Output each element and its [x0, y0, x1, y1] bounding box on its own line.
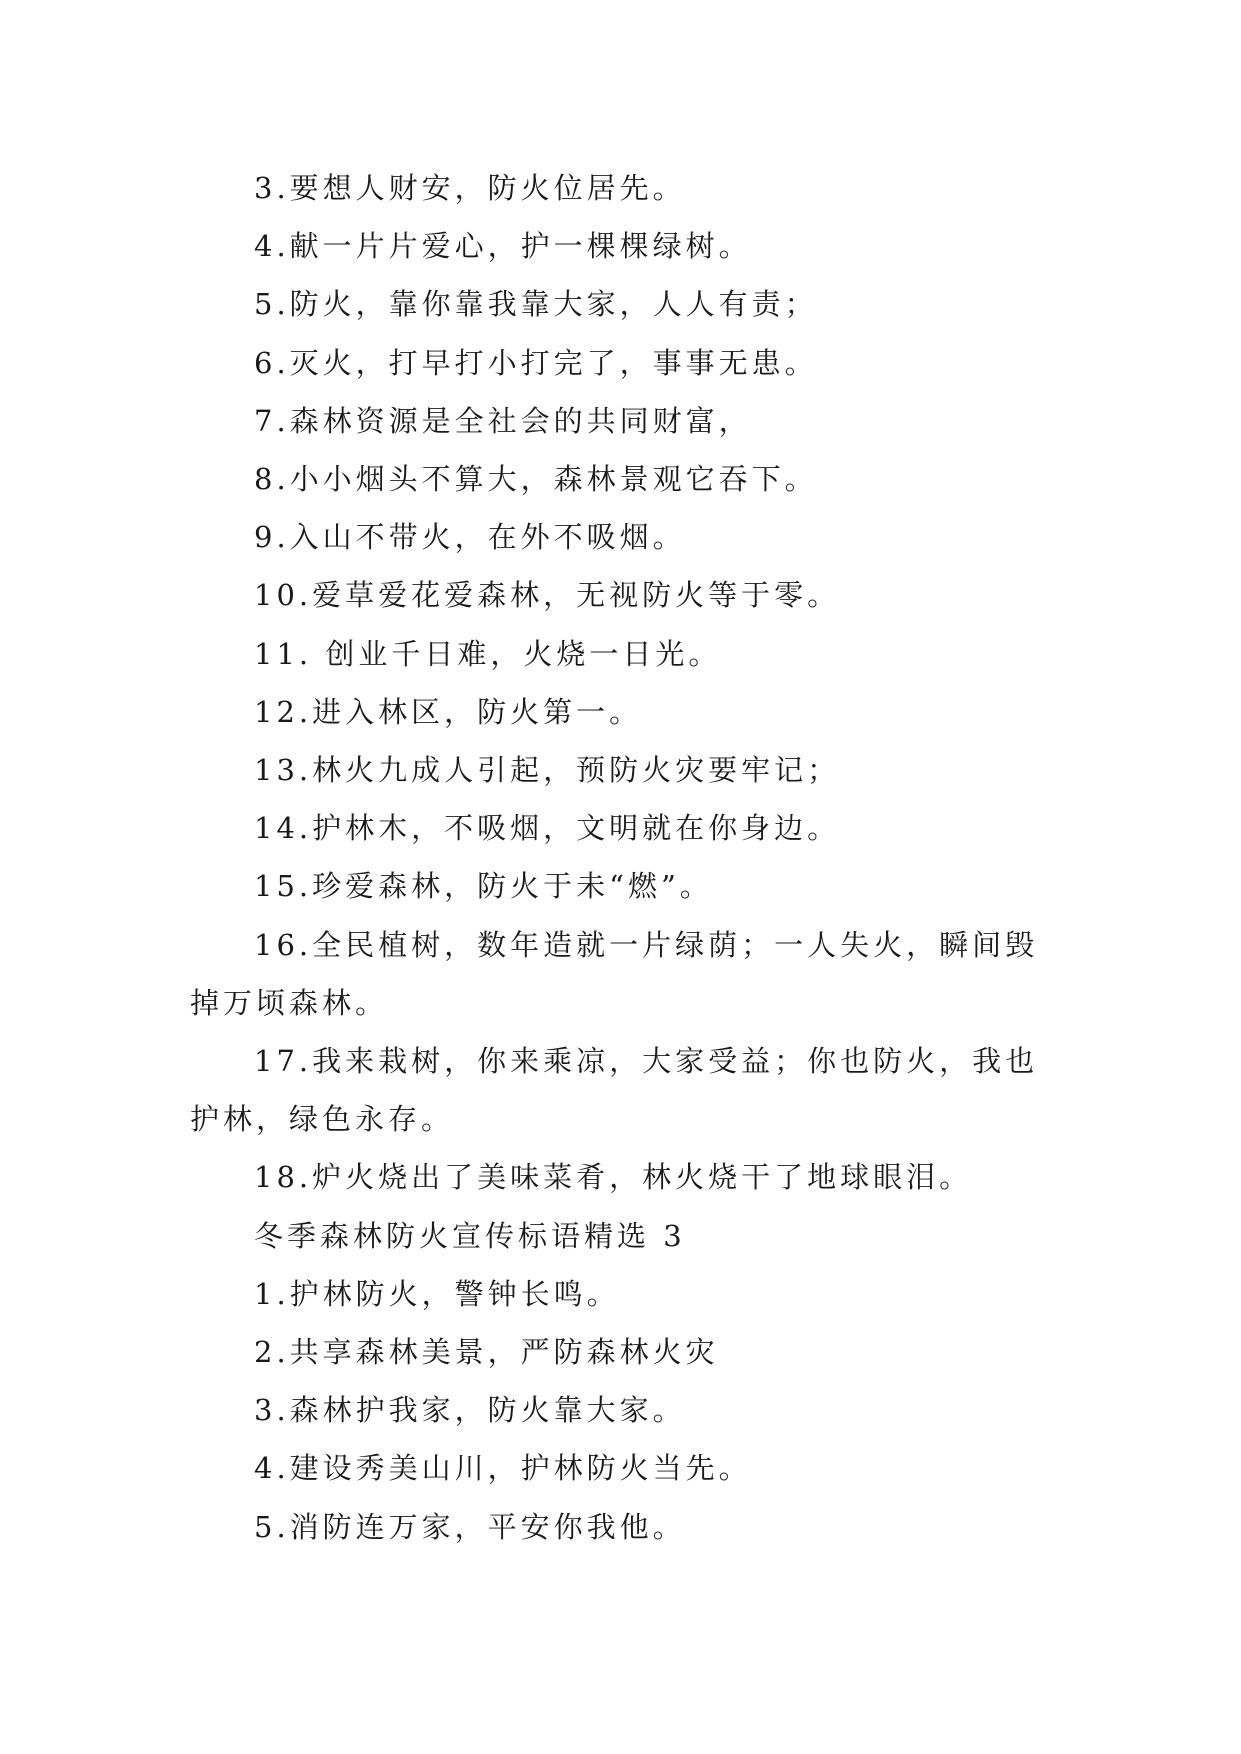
paragraph: 15.珍爱森林，防火于未“燃”。 [254, 869, 713, 904]
paragraph: 3.森林护我家，防火靠大家。 [254, 1393, 686, 1428]
paragraph: 17.我来栽树，你来乘凉，大家受益；你也防火，我也护林，绿色永存。 [190, 1044, 1039, 1137]
section-heading: 冬季森林防火宣传标语精选 3 [254, 1218, 686, 1253]
paragraph: 7.森林资源是全社会的共同财富， [254, 403, 752, 438]
paragraph: 8.小小烟头不算大，森林景观它吞下。 [254, 462, 818, 497]
paragraph: 1.护林防火，警钟长鸣。 [254, 1276, 620, 1311]
paragraph: 3.要想人财安，防火位居先。 [254, 171, 686, 205]
paragraph: 9.入山不带火，在外不吸烟。 [254, 520, 686, 555]
paragraph: 6.灭火，打早打小打完了，事事无患。 [254, 345, 818, 380]
paragraph: 4.建设秀美山川，护林防火当先。 [254, 1451, 752, 1486]
paragraph: 18.炉火烧出了美味菜肴，林火烧干了地球眼泪。 [254, 1160, 973, 1195]
paragraph: 5.防火，靠你靠我靠大家，人人有责； [254, 287, 818, 322]
paragraph: 10.爱草爱花爱森林，无视防火等于零。 [254, 578, 841, 613]
document-body [190, 159, 1050, 1556]
paragraph: 4.献一片片爱心，护一棵棵绿树。 [254, 229, 752, 264]
paragraph: 2.共享森林美景，严防森林火灾 [254, 1335, 719, 1370]
paragraph: 11. 创业千日难，火烧一日光。 [254, 636, 722, 671]
paragraph: 14.护林木，不吸烟，文明就在你身边。 [254, 811, 841, 846]
paragraph: 13.林火九成人引起，预防火灾要牢记； [254, 753, 841, 788]
paragraph: 5.消防连万家，平安你我他。 [254, 1509, 686, 1544]
paragraph: 12.进入林区，防火第一。 [254, 694, 643, 729]
paragraph: 16.全民植树，数年造就一片绿荫；一人失火，瞬间毁掉万顷森林。 [190, 927, 1039, 1020]
